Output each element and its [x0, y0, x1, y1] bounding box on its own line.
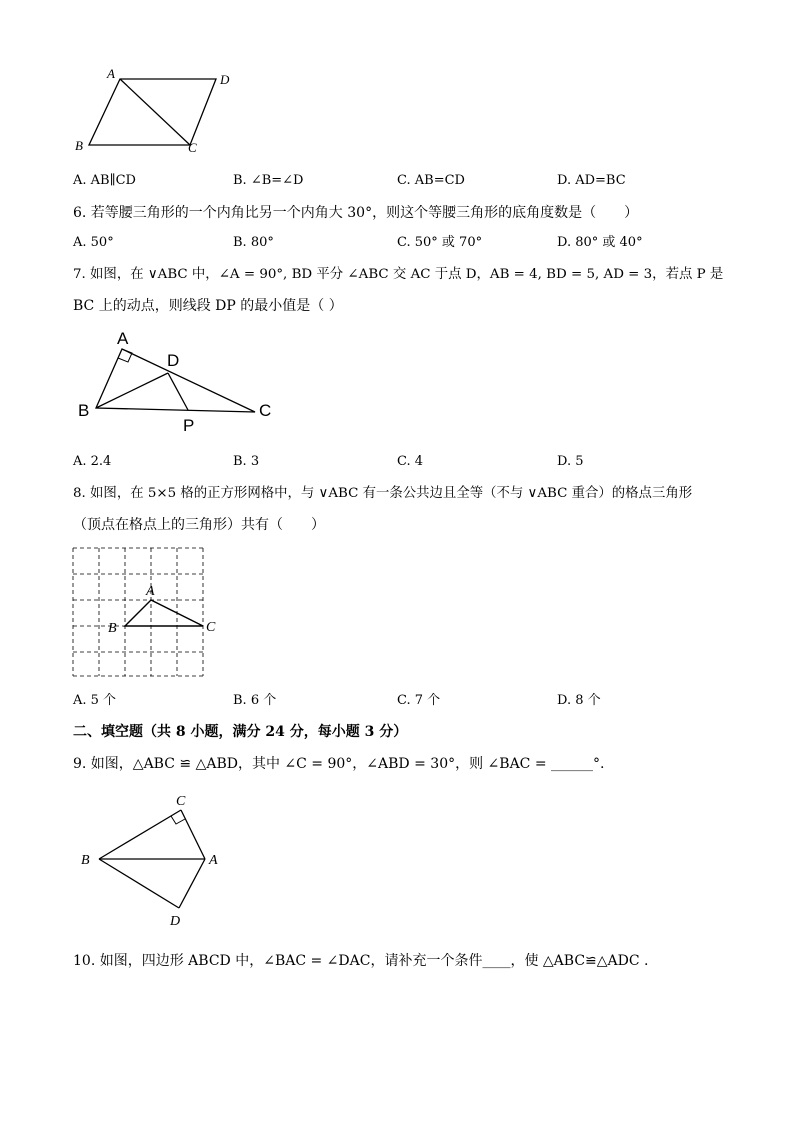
label-d: D	[167, 351, 180, 370]
q5-option-d: D. AD=BC	[557, 173, 626, 188]
section-heading: 二、填空题（共 8 小题，满分 24 分，每小题 3 分）	[73, 724, 408, 740]
label-c: C	[188, 140, 197, 155]
q5-option-b: B. ∠B=∠D	[233, 173, 304, 188]
label-a: A	[117, 329, 129, 348]
q9-triangles-figure	[75, 788, 235, 933]
q7-triangle-figure	[72, 328, 282, 438]
segment-ca	[181, 810, 205, 859]
label-a: A	[107, 66, 115, 81]
label-a: A	[146, 584, 155, 599]
parallelogram-figure	[70, 65, 250, 160]
right-angle-mark-c	[171, 816, 185, 824]
label-c: C	[206, 620, 216, 635]
diagonal-ac	[120, 79, 190, 145]
label-b: B	[78, 401, 90, 420]
parallelogram-abcd	[89, 79, 216, 145]
q6-option-c: C. 50° 或 70°	[397, 235, 483, 250]
label-b: B	[108, 621, 117, 636]
q6-option-b: B. 80°	[233, 235, 274, 250]
q9-text: 9. 如图，△ABC ≌ △ABD，其中 ∠C = 90°，∠ABD = 30°，则 ∠BAC = ______°.	[73, 756, 605, 772]
q6-text: 6. 若等腰三角形的一个内角比另一个内角大 30°，则这个等腰三角形的底角度数是（ ）	[73, 205, 639, 221]
segment-bc	[99, 810, 181, 859]
dashed-grid	[73, 548, 203, 676]
segment-bd	[96, 373, 168, 408]
q8-option-d: D. 8 个	[557, 693, 601, 708]
label-d: D	[220, 72, 230, 87]
q7-option-b: B. 3	[233, 454, 260, 469]
label-b: B	[81, 853, 90, 868]
q7-option-c: C. 4	[397, 454, 424, 469]
q7-text-line2: BC 上的动点，则线段 DP 的最小值是（ ）	[73, 298, 343, 314]
q6-option-a: A. 50°	[73, 235, 114, 250]
label-a: A	[209, 853, 218, 868]
q5-option-c: C. AB=CD	[397, 173, 465, 188]
label-p: P	[183, 416, 195, 435]
q6-option-d: D. 80° 或 40°	[557, 235, 643, 250]
q7-option-a: A. 2.4	[73, 454, 112, 469]
q7-text-line1: 7. 如图，在 ∨ABC 中，∠A = 90°, BD 平分 ∠ABC 交 AC 于点 D，AB = 4, BD = 5, AD = 3，若点 P 是	[73, 267, 724, 282]
q8-grid-figure	[70, 545, 230, 680]
q8-option-c: C. 7 个	[397, 693, 441, 708]
label-b: B	[75, 138, 83, 153]
triangle-abc	[125, 600, 203, 626]
q8-text-line1: 8. 如图，在 5×5 格的正方形网格中，与 ∨ABC 有一条公共边且全等（不与 ∨ABC 重合）的格点三角形	[73, 486, 693, 501]
label-c: C	[176, 794, 186, 809]
q5-option-a: A. AB∥CD	[73, 173, 136, 188]
q7-option-d: D. 5	[557, 454, 584, 469]
label-d: D	[170, 914, 181, 929]
q10-text: 10. 如图，四边形 ABCD 中，∠BAC = ∠DAC，请补充一个条件____，使 △ABC≌△ADC .	[73, 953, 649, 969]
label-c: C	[259, 401, 272, 420]
segment-bd	[99, 859, 179, 908]
segment-da	[179, 859, 205, 908]
q8-text-line2: （顶点在格点上的三角形）共有（ ）	[73, 517, 325, 533]
q8-option-b: B. 6 个	[233, 693, 277, 708]
q8-option-a: A. 5 个	[73, 693, 117, 708]
